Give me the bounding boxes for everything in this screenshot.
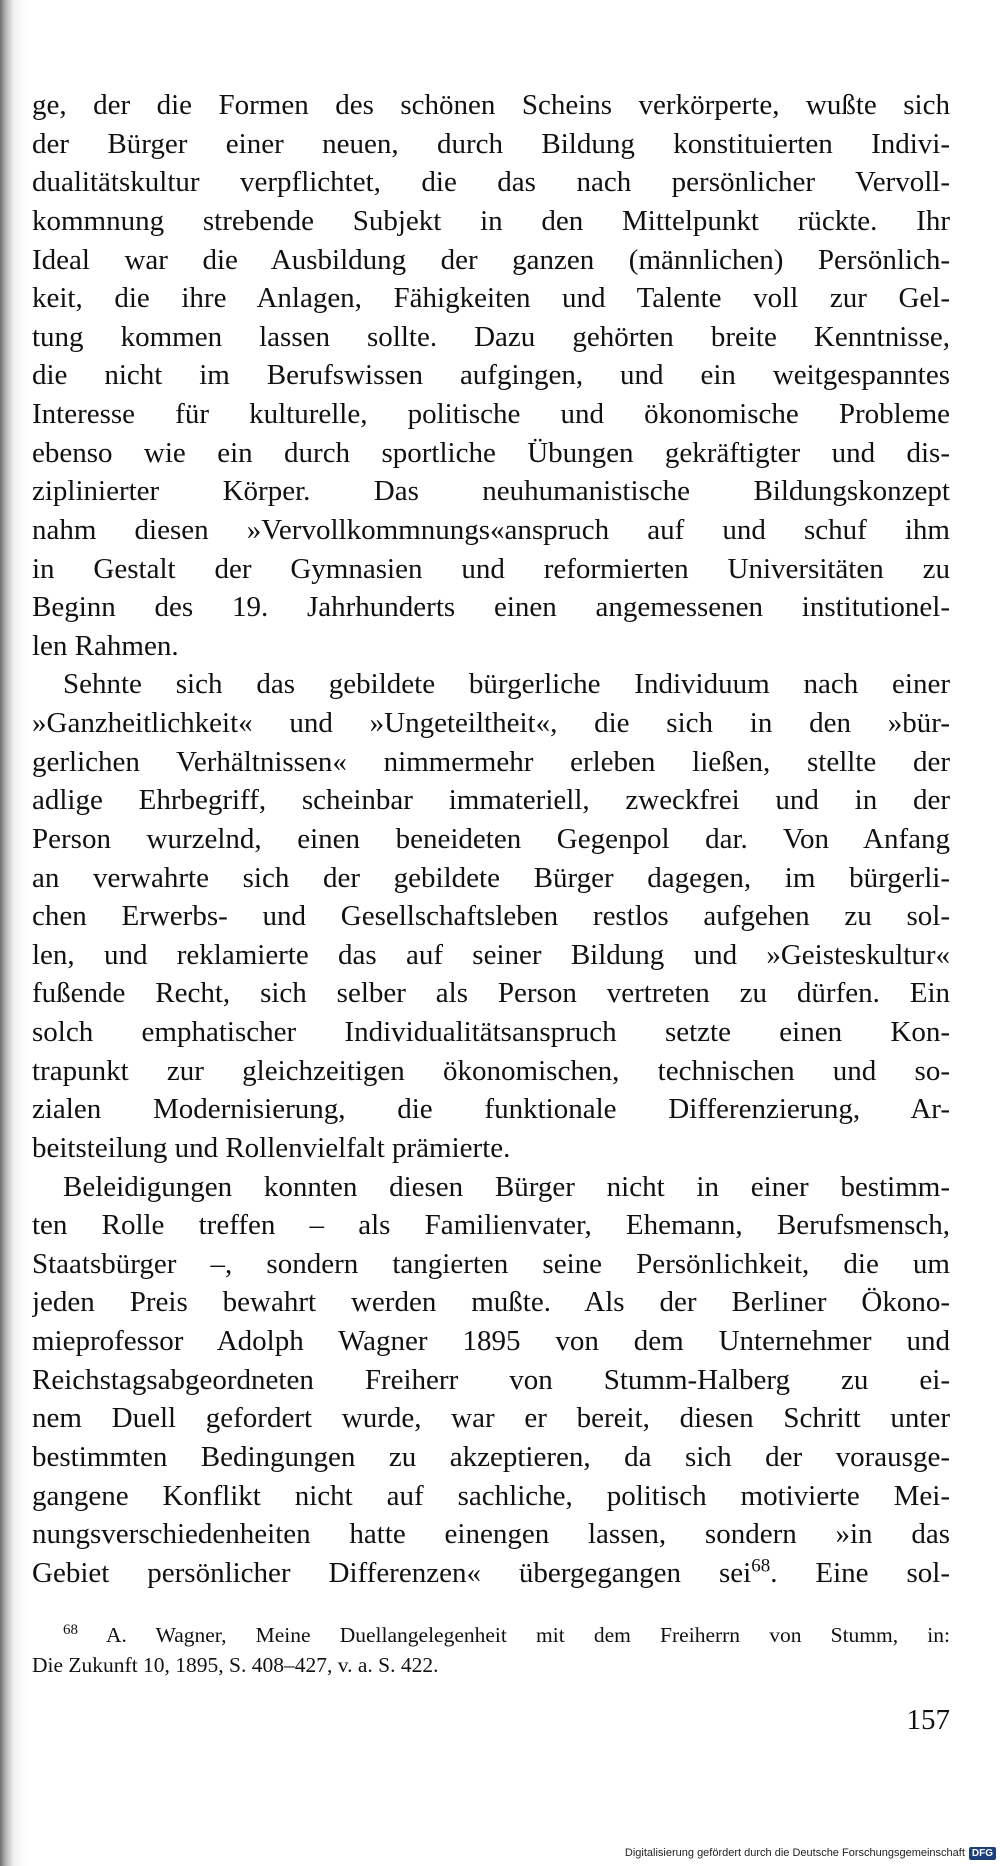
digitization-notice: Digitalisierung gefördert durch die Deutsche Forschungsgemeinschaft: [624, 1847, 965, 1859]
dfg-logo-icon: DFG: [969, 1847, 996, 1860]
text-line: fußende Recht, sich selber als Person vertreten zu dürfen. Ein: [32, 977, 950, 1010]
footnote: [32, 1620, 950, 1680]
text-line: beitsteilung und Rollenvielfalt prämierte.: [32, 1131, 511, 1164]
text-line: bestimmten Bedingungen zu akzeptieren, da sich der vorausge-: [32, 1440, 950, 1473]
text-line: jeden Preis bewahrt werden mußte. Als der Berliner Ökono-: [32, 1286, 950, 1319]
text-line: »Ganzheitlichkeit« und »Ungeteiltheit«, die sich in den »bür-: [32, 707, 950, 739]
text-line: zialen Modernisierung, die funktionale Differenzierung, Ar-: [32, 1093, 950, 1126]
footnote-ref[interactable]: 68: [751, 1555, 771, 1577]
page-number: 157: [906, 1704, 950, 1736]
footnote-line: Die Zukunft 10, 1895, S. 408–427, v. a. S. 422.: [32, 1653, 439, 1677]
text-line: mieprofessor Adolph Wagner 1895 von dem Unternehmer und: [32, 1325, 950, 1357]
footnote-text: A. Wagner, Meine Duellangelegenheit mit dem Freiherrn von Stumm, in:: [78, 1623, 950, 1647]
text-line: len, und reklamierte das auf seiner Bildung und »Geisteskultur«: [32, 938, 950, 971]
text-line: kommnung strebende Subjekt in den Mittelpunkt rückte. Ihr: [32, 204, 950, 237]
text-line: an verwahrte sich der gebildete Bürger dagegen, im bürgerli-: [32, 861, 950, 894]
text-line: nungsverschiedenheiten hatte einengen lassen, sondern »in das: [32, 1518, 950, 1551]
footnote-line: [32, 1620, 950, 1650]
text-line: ten Rolle treffen – als Familienvater, Ehemann, Berufsmensch,: [32, 1209, 950, 1242]
text-line: chen Erwerbs- und Gesellschaftsleben restlos aufgehen zu sol-: [32, 900, 950, 933]
text-line: gerlichen Verhältnissen« nimmermehr erleben ließen, stellte der: [32, 745, 950, 778]
text-line: Person wurzelnd, einen beneideten Gegenpol dar. Von Anfang: [32, 822, 950, 855]
text-line: in Gestalt der Gymnasien und reformierten Universitäten zu: [32, 552, 950, 585]
text-line: Beginn des 19. Jahrhunderts einen angemessenen institutionel-: [32, 591, 950, 624]
text-line: nahm diesen »Vervollkommnungs«anspruch auf und schuf ihm: [32, 513, 950, 546]
text-line: trapunkt zur gleichzeitigen ökonomischen, technischen und so-: [32, 1054, 950, 1087]
text-line: Interesse für kulturelle, politische und ökonomische Probleme: [32, 398, 950, 430]
paragraph-first-line: Sehnte sich das gebildete bürgerliche Individuum nach einer: [63, 668, 950, 701]
text-line: gangene Konflikt nicht auf sachliche, politisch motivierte Mei-: [32, 1479, 950, 1512]
body-text: [32, 86, 950, 1592]
text-line: Ideal war die Ausbildung der ganzen (männlichen) Persönlich-: [32, 243, 950, 276]
text-segment: Gebiet persönlicher Differenzen« übergegangen sei: [32, 1556, 752, 1589]
text-line: keit, die ihre Anlagen, Fähigkeiten und Talente voll zur Gel-: [32, 282, 950, 315]
text-line: tung kommen lassen sollte. Dazu gehörten breite Kenntnisse,: [32, 320, 950, 353]
text-line: Staatsbürger –, sondern tangierten seine Persönlichkeit, die um: [32, 1247, 950, 1280]
text-line: Reichstagsabgeordneten Freiherr von Stumm-Halberg zu ei-: [32, 1363, 950, 1396]
text-line: dualitätskultur verpflichtet, die das nach persönlicher Vervoll-: [32, 166, 950, 199]
text-segment: . Eine sol-: [770, 1556, 950, 1589]
text-line: ge, der die Formen des schönen Scheins verkörperte, wußte sich: [32, 89, 950, 121]
text-line: ebenso wie ein durch sportliche Übungen gekräftigter und dis-: [32, 436, 950, 469]
digitization-banner: [625, 1844, 996, 1862]
text-line: nem Duell gefordert wurde, war er bereit, diesen Schritt unter: [32, 1402, 950, 1435]
text-line-with-footnote-ref: [32, 1554, 950, 1593]
text-line: adlige Ehrbegriff, scheinbar immateriell, zweckfrei und in der: [32, 784, 950, 817]
footnote-number: 68: [63, 1621, 78, 1638]
text-line: len Rahmen.: [32, 629, 179, 662]
text-line: solch emphatischer Individualitätsanspruch setzte einen Kon-: [32, 1016, 950, 1048]
text-line: ziplinierter Körper. Das neuhumanistische Bildungskonzept: [32, 475, 950, 508]
text-line: die nicht im Berufswissen aufgingen, und ein weitgespanntes: [32, 359, 950, 392]
paragraph-first-line: Beleidigungen konnten diesen Bürger nicht in einer bestimm-: [63, 1170, 950, 1203]
text-line: der Bürger einer neuen, durch Bildung konstituierten Indivi-: [32, 127, 950, 160]
